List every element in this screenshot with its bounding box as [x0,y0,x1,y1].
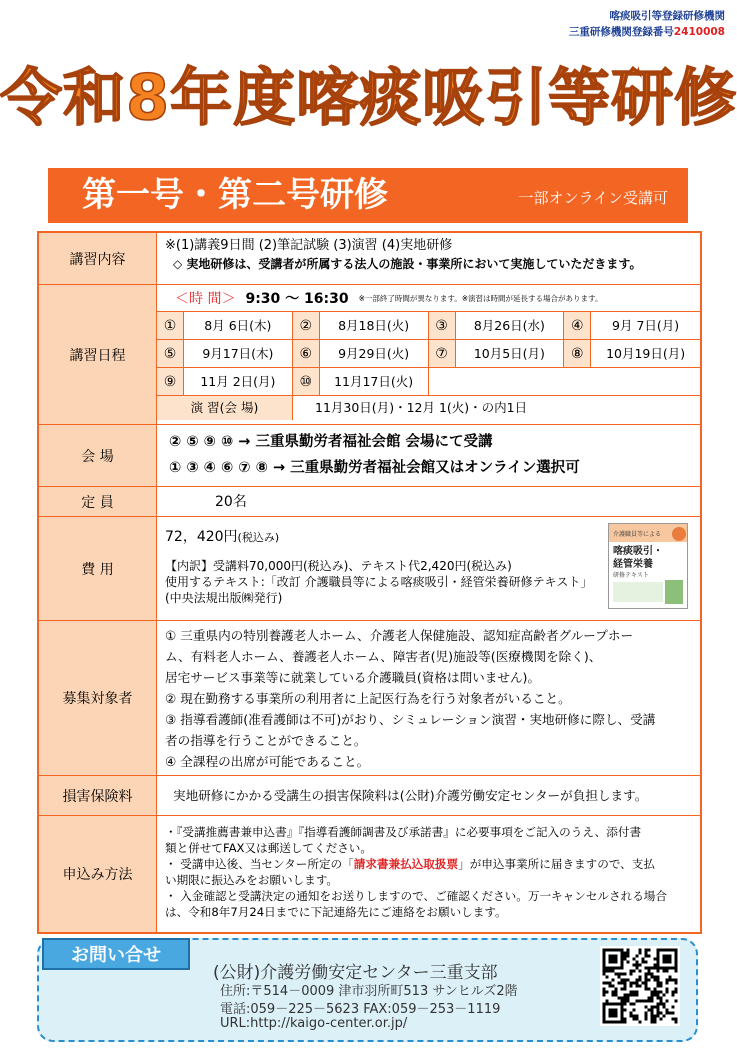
label-insurance: 損害保険料 [39,776,157,815]
row-fee [39,517,700,621]
schedule-session [429,312,565,340]
time-note: ※一部終了時間が異なります。※演習は時間が延長する場合があります。 [358,294,603,303]
schedule-session [293,340,429,368]
schedule-empty-cell [429,368,701,396]
session-date: 8月18日(火) [338,317,410,333]
eligibility-line: ① 三重県内の特別養護老人ホーム、介護老人保健施設、認知症高齢者グループホー [165,628,634,643]
label-schedule: 講習日程 [39,285,157,424]
session-number: ⑥ [293,340,320,367]
subtitle: 第一号・第二号研修 [82,175,388,215]
eligibility-line: ② 現在勤務する事業所の利用者に上記医行為を行う対象者がいること。 [165,691,571,706]
contact-title: お問い合せ [42,938,190,970]
schedule-session [293,368,429,396]
invoice-form-name: 請求書兼払込取扱票 [353,857,459,871]
registration-line1: 喀痰吸引等登録研修機関 [609,10,725,22]
time-row [165,287,692,311]
session-number: ④ [564,312,591,339]
book-line1: 介護職員等による [613,531,662,538]
exercise-row [157,396,700,420]
eligibility-line: ③ 指導看護師(准看護師は不可)がおり、シミュレーション演習・実地研修に際し、受講 [165,712,656,727]
row-capacity [39,487,700,517]
label-fee: 費 用 [39,517,157,620]
schedule-session [157,340,293,368]
session-date: 9月29日(火) [338,345,410,361]
label-course-content: 講習内容 [39,233,157,284]
fee-amount: 72，420円 [165,529,238,545]
exercise-value: 11月30日(月)・12月 1(火)・の内1日 [315,400,528,415]
session-date: 8月 6日(木) [204,317,272,333]
book-line4: 研修テキスト [613,572,649,579]
schedule-session [293,312,429,340]
row-eligibility [39,621,700,776]
venue-line1: ② ⑤ ⑨ ⑩ → 三重県勤労者福祉会館 会場にて受講 [169,434,493,450]
page-title: 令和8年度喀痰吸引等研修 [0,61,737,134]
venue-line2: ① ③ ④ ⑥ ⑦ ⑧ → 三重県勤労者福祉会館又はオンライン選択可 [169,460,580,476]
time-label: ＜時 間＞ [175,291,236,307]
application-line6: は、令和8年7月24日までに下記連絡先にご連絡をお願いします。 [165,905,507,919]
session-date: 9月17日(木) [202,345,274,361]
session-date: 11月 2日(月) [200,373,276,389]
row-insurance [39,776,700,816]
contact-org: (公財)介護労働安定センター三重支部 [213,963,498,983]
label-venue: 会 場 [39,425,157,486]
eligibility-line: 者の指導を行うことができること。 [165,733,367,748]
fee-text-used: 使用するテキスト:「改訂 介護職員等による喀痰吸引・経管栄養研修テキスト」 [165,575,593,589]
eligibility-line: ④ 全課程の出席が可能であること。 [165,754,370,769]
exercise-label: 演 習(会 場) [157,396,293,420]
session-number: ⑦ [429,340,456,367]
book-line2: 喀痰吸引・ [613,546,663,557]
registration-info [569,8,725,40]
session-date: 8月26日(水) [473,317,545,333]
session-date: 11月17日(火) [334,373,414,389]
session-number: ⑧ [564,340,591,367]
book-line3: 経管栄養 [613,559,653,570]
contact-phone: 電話:059－225－5623 FAX:059－253－1119 [220,1002,501,1017]
row-schedule [39,285,700,425]
fee-breakdown: 【内訳】受講料70,000円(税込み)、テキスト代2,420円(税込み) [165,559,512,573]
session-number: ① [157,312,184,339]
fee-amount-note: (税込み) [237,531,280,544]
online-note: 一部オンライン受講可 [518,189,668,207]
session-date: 10月5日(月) [473,345,545,361]
schedule-session [564,312,700,340]
schedule-grid [157,311,700,396]
application-line5: ・ 入金確認と受講決定の通知をお送りしますので、ご確認ください。万一キャンセルされる場合 [165,889,667,903]
schedule-session [157,368,293,396]
contact-address: 住所:〒514－0009 津市羽所町513 サンヒルズ2階 [220,984,518,999]
registration-number: 2410008 [673,26,725,38]
application-line3: ・ 受講申込後、当センター所定の「請求書兼払込取扱票」が申込事業所に届きますので、支払 [165,857,655,871]
session-number: ⑤ [157,340,184,367]
row-course-content [39,233,700,285]
schedule-session [564,340,700,368]
subtitle-band [48,168,688,223]
capacity-value: 20名 [215,494,247,510]
session-number: ② [293,312,320,339]
session-number: ③ [429,312,456,339]
eligibility-line: 居宅サービス事業等に就業している介護職員(資格は問いません)。 [165,670,541,685]
session-number: ⑨ [157,368,184,395]
application-line1: ・『受講推薦書兼申込書』『指導看護師調書及び承諾書』に必要事項をご記入のうえ、添付書 [165,825,642,839]
label-eligibility: 募集対象者 [39,621,157,775]
eligibility-line: ム、有料老人ホーム、養護老人ホーム、障害者(児)施設等(医療機関を除く)、 [165,649,602,664]
label-capacity: 定 員 [39,487,157,516]
info-table [37,231,702,934]
row-application [39,816,700,932]
time-value: 9:30 ～ 16:30 [245,291,349,307]
application-line2: 類と併せてFAX又は郵送してください。 [165,841,372,855]
contact-url[interactable]: URL:http://kaigo-center.or.jp/ [220,1016,408,1031]
schedule-session [429,340,565,368]
session-date: 9月 7日(月) [612,317,680,333]
row-venue [39,425,700,487]
course-content-line1: ※(1)講義9日間 (2)筆記試験 (3)演習 (4)実地研修 [165,238,453,253]
textbook-cover-image [608,523,688,609]
schedule-session [157,312,293,340]
qr-code-image[interactable] [600,946,680,1026]
session-number: ⑩ [293,368,320,395]
label-application: 申込み方法 [39,816,157,932]
session-date: 10月19日(月) [606,345,686,361]
insurance-text: 実地研修にかかる受講生の損害保険料は(公財)介護労働安定センターが負担します。 [173,787,648,803]
application-line4: い期限に振込みをお願いします。 [165,873,338,887]
course-content-line2: ◇ 実地研修は、受講者が所属する法人の施設・事業所において実施していただきます。 [173,257,642,271]
fee-publisher: (中央法規出版㈱発行) [165,591,283,605]
registration-line2: 三重研修機関登録番号2410008 [568,26,725,38]
